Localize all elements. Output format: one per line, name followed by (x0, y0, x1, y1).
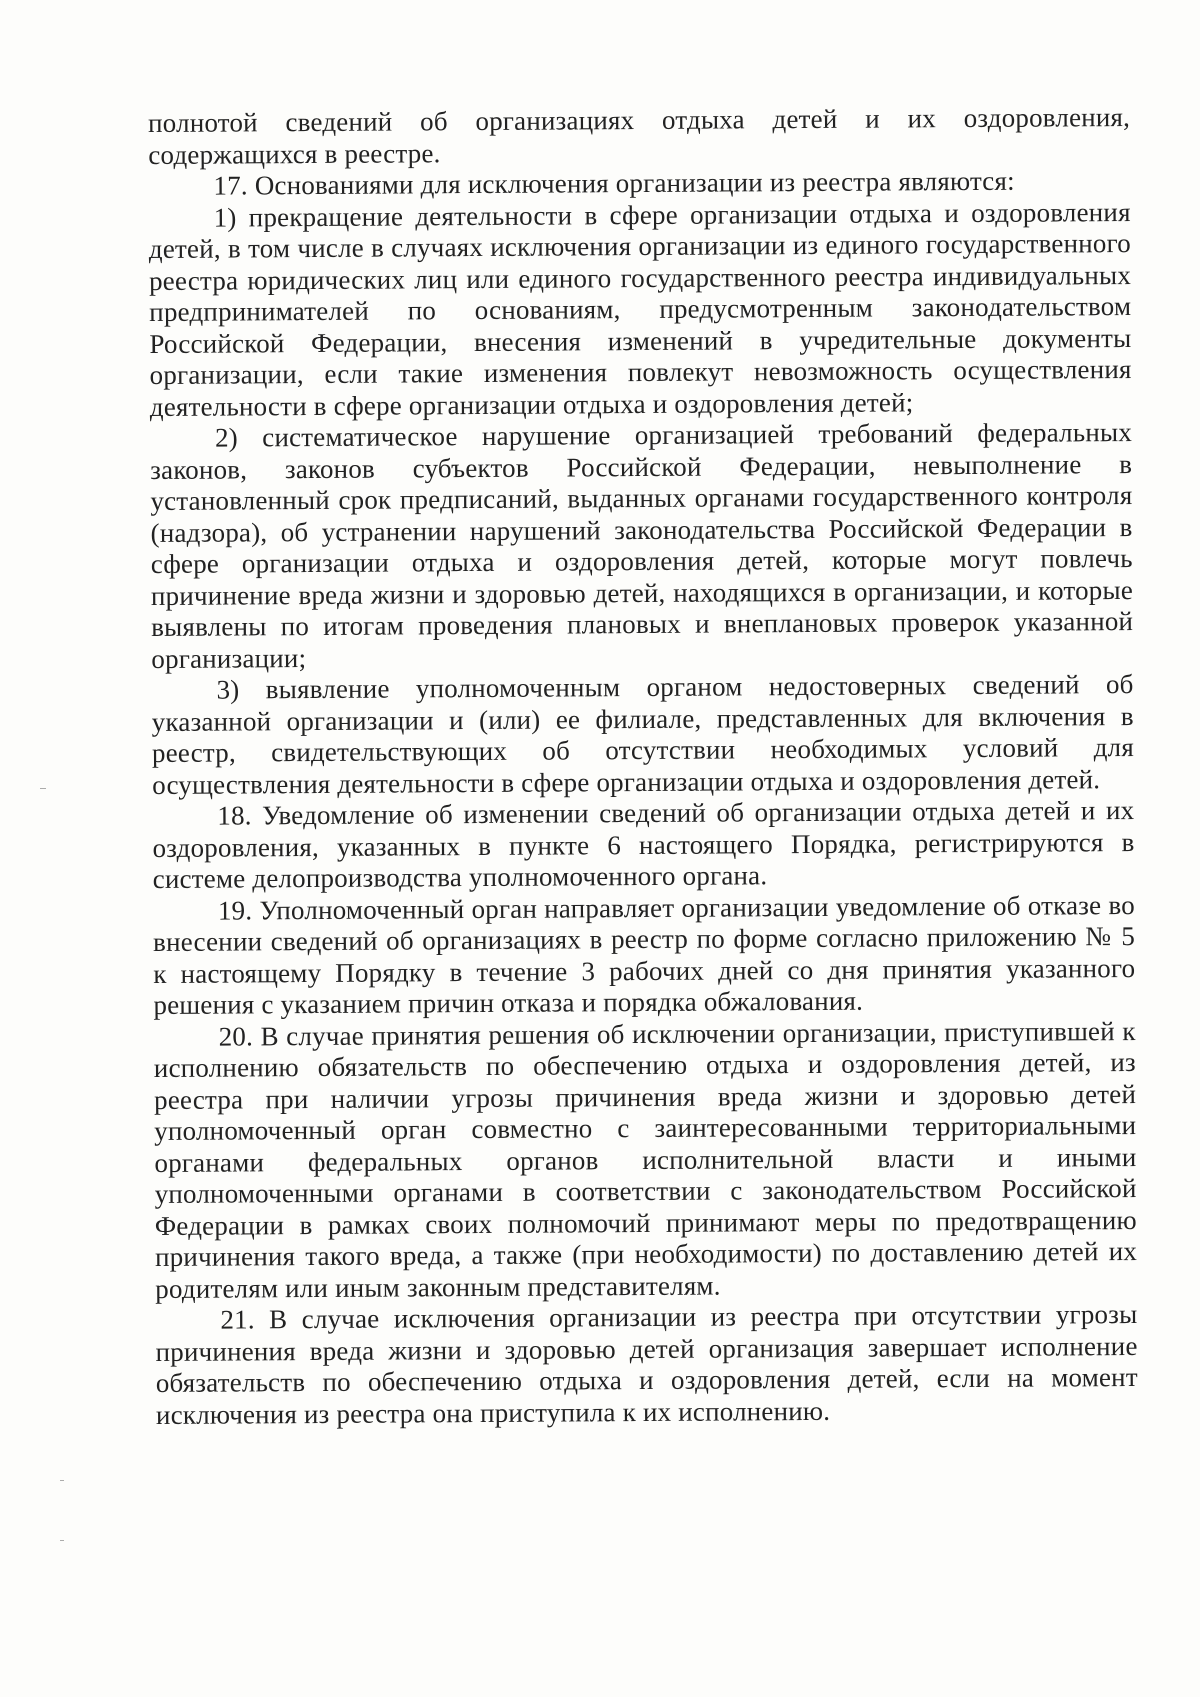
scan-speck (40, 788, 46, 789)
paragraph-20: 20. В случае принятия решения об исключении организации, приступившей к исполнению обязательств по обеспечению отдыха и оздоровления детей, из реестра при наличии угрозы причинения вреда жизни и здоровью детей уполномоченный орган совместно с заинтересованными территориальными органами федеральных органов исполнительной власти и иными уполномоченными органами в соответствии с законодательством Российской Федерации в рамках своих полномочий принимают меры по предотвращению причинения такого вреда, а также (при необходимости) по доставлению детей их родителям или иным законным представителям. (153, 1015, 1138, 1304)
paragraph-17-item-2: 2) систематическое нарушение организацией требований федеральных законов, законов субъектов Российской Федерации, невыполнение в установленный срок предписаний, выданных органами государственного контроля (надзора), об устранении нарушений законодательства Российской Федерации в сфере организации отдыха и оздоровления детей, которые могут повлечь причинение вреда жизни и здоровью детей, находящихся в организации, и которые выявлены по итогам проведения плановых и внеплановых проверок указанной организации; (150, 416, 1134, 674)
paragraph-17-item-3: 3) выявление уполномоченным органом недостоверных сведений об указанной организации и (или) ее филиале, представленных для включения в реестр, свидетельствующих об отсутствии необходимых условий для осуществления деятельности в сфере организации отдыха и оздоровления детей. (151, 668, 1135, 800)
scan-speck (60, 1480, 64, 1481)
paragraph-18: 18. Уведомление об изменении сведений об организации отдыха детей и их оздоровления, указанных в пункте 6 настоящего Порядка, регистрируются в системе делопроизводства уполномоченного органа. (152, 794, 1135, 894)
paragraph-17: 17. Основаниями для исключения организации из реестра являются: (213, 165, 1015, 201)
paragraph-21: 21. В случае исключения организации из реестра при отсутствии угрозы причинения вреда жизни и здоровью детей организация завершает исполнение обязательств по обеспечению отдыха и оздоровления детей, если на момент исключения из реестра она приступила к их исполнению. (155, 1298, 1138, 1430)
document-body (148, 102, 1138, 1431)
paragraph-continuation: полнотой сведений об организациях отдыха детей и их оздоровления, содержащихся в реестре. (148, 102, 1131, 170)
paragraph-17-item-1: 1) прекращение деятельности в сфере организации отдыха и оздоровления детей, в том числе в случаях исключения организации из единого государственного реестра юридических лиц или единого государственного реестра индивидуальных предпринимателей по основаниям, предусмотренным законодательством Российской Федерации, внесения изменений в учредительные документы организации, если такие изменения повлекут невозможность осуществления деятельности в сфере организации отдыха и оздоровления детей; (148, 196, 1132, 422)
scan-speck (60, 1540, 64, 1541)
paragraph-19: 19. Уполномоченный орган направляет организации уведомление об отказе во внесении сведений об организациях в реестр по форме согласно приложению № 5 к настоящему Порядку в течение 3 рабочих дней со дня принятия указанного решения с указанием причин отказа и порядка обжалования. (153, 889, 1136, 1020)
